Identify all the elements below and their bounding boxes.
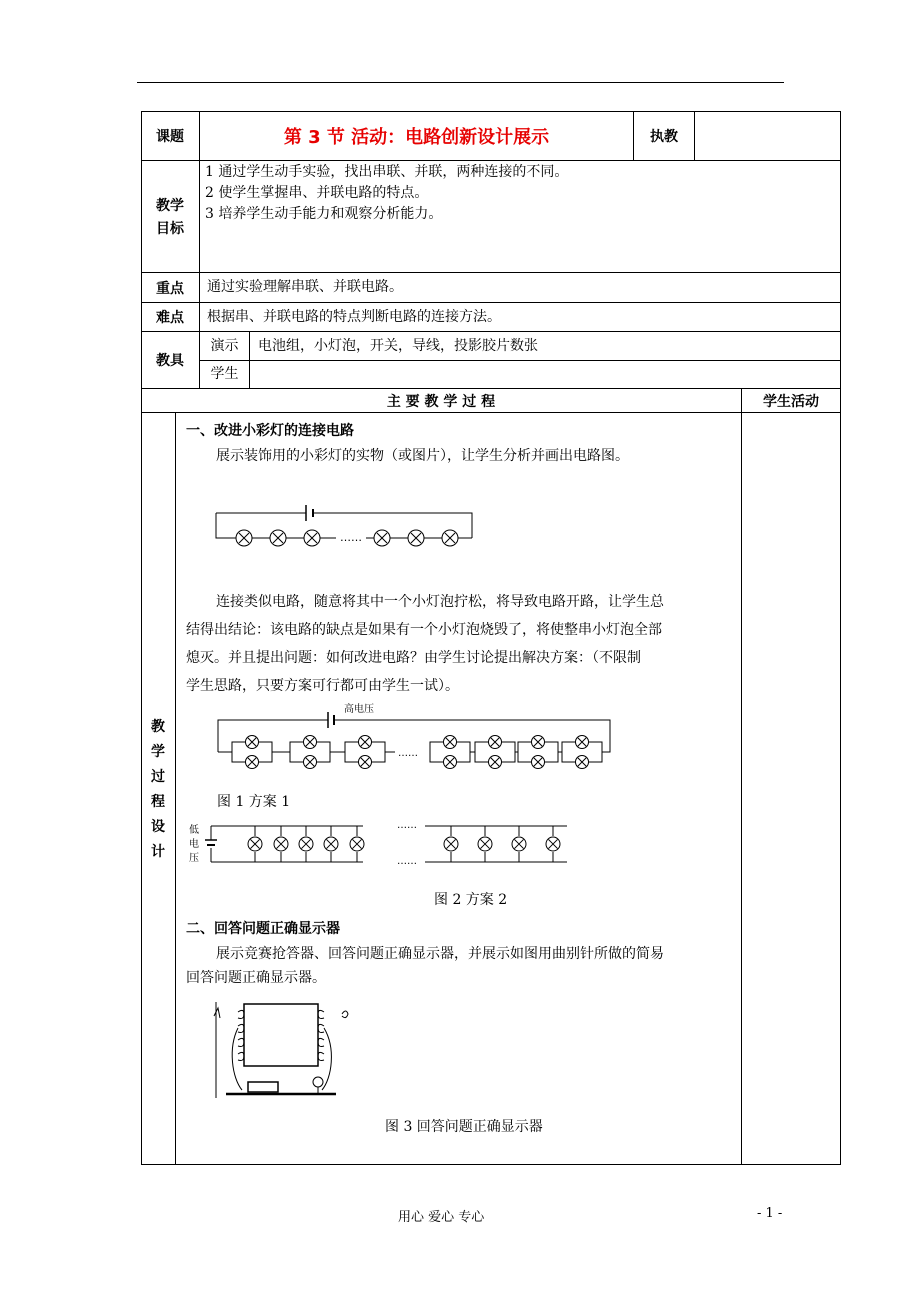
figure3-answer-display: [212, 998, 352, 1102]
equipment-label: 教具: [156, 353, 184, 369]
page-title: 第 3 节 活动：电路创新设计展示: [283, 126, 550, 148]
difficulty-text: 根据串、并联电路的特点判断电路的连接方法。: [207, 308, 501, 325]
difficulty-label: 难点: [156, 310, 184, 326]
figure2-ellipsis-top: ……: [397, 820, 417, 831]
goals-label: 教学 目标: [156, 198, 184, 237]
section1-heading: 一、改进小彩灯的连接电路: [186, 423, 354, 439]
section2-body: 展示竞赛抢答器、回答问题正确显示器，并展示如图用曲别针所做的简易 回答问题正确显示器。: [186, 946, 664, 986]
goal-item: 3 培养学生动手能力和观察分析能力。: [205, 206, 443, 222]
goal-item: 1 通过学生动手实验，找出串联、并联，两种连接的不同。: [205, 164, 569, 180]
demo-label: 演示: [210, 337, 239, 354]
section1-intro: 展示装饰用的小彩灯的实物（或图片），让学生分析并画出电路图。: [216, 448, 629, 464]
figure2-circuit: [183, 818, 573, 870]
student-label: 学生: [210, 366, 239, 382]
low-voltage-label: [189, 824, 199, 864]
key-point-text: 通过实验理解串联、并联电路。: [207, 279, 403, 295]
process-side-label: 教 学 过 程 设 计: [151, 719, 165, 860]
figure2-ellipsis-bottom: ……: [397, 856, 417, 867]
course-topic-label: 课题: [156, 128, 184, 145]
goal-item: 2 使学生掌握串、并联电路的特点。: [205, 185, 429, 201]
key-point-label: 重点: [156, 280, 184, 297]
page-number: - 1 -: [757, 1206, 783, 1221]
process-header: 主 要 教 学 过 程: [386, 393, 496, 410]
goals-list: [205, 162, 725, 225]
teacher-label: 执教: [650, 128, 678, 145]
svg-text:电: 电: [189, 839, 199, 850]
series-ellipsis: ……: [340, 531, 362, 544]
section2-heading: 二、回答问题正确显示器: [186, 921, 340, 937]
figure1-ellipsis: ……: [398, 748, 418, 759]
svg-text:压: 压: [189, 853, 199, 864]
student-activity-header: 学生活动: [763, 393, 819, 410]
demo-text: 电池组，小灯泡，开关，导线，投影胶片数张: [258, 337, 538, 354]
figure3-caption: 图 3 回答问题正确显示器: [385, 1119, 543, 1135]
section1-body: 连接类似电路，随意将其中一个小灯泡拧松，将导致电路开路，让学生总 结得出结论：该电路的缺点是如果有一个小灯泡烧毁了，将使整串小灯泡全部 熄灭。并且提出问题：如何改进电路？由学生讨论提出解决方案：（不限制 学生思路，只要方案可行都可由学生一试）。: [186, 594, 664, 694]
figure1-caption: 图 1 方案 1: [217, 794, 291, 810]
series-circuit-figure: [210, 500, 480, 552]
footer-motto: 用心 爱心 专心: [398, 1210, 485, 1225]
figure2-caption: 图 2 方案 2: [434, 892, 508, 908]
svg-text:低: 低: [189, 825, 199, 836]
high-voltage-label: 高电压: [344, 704, 374, 715]
figure1-circuit: [210, 700, 620, 778]
